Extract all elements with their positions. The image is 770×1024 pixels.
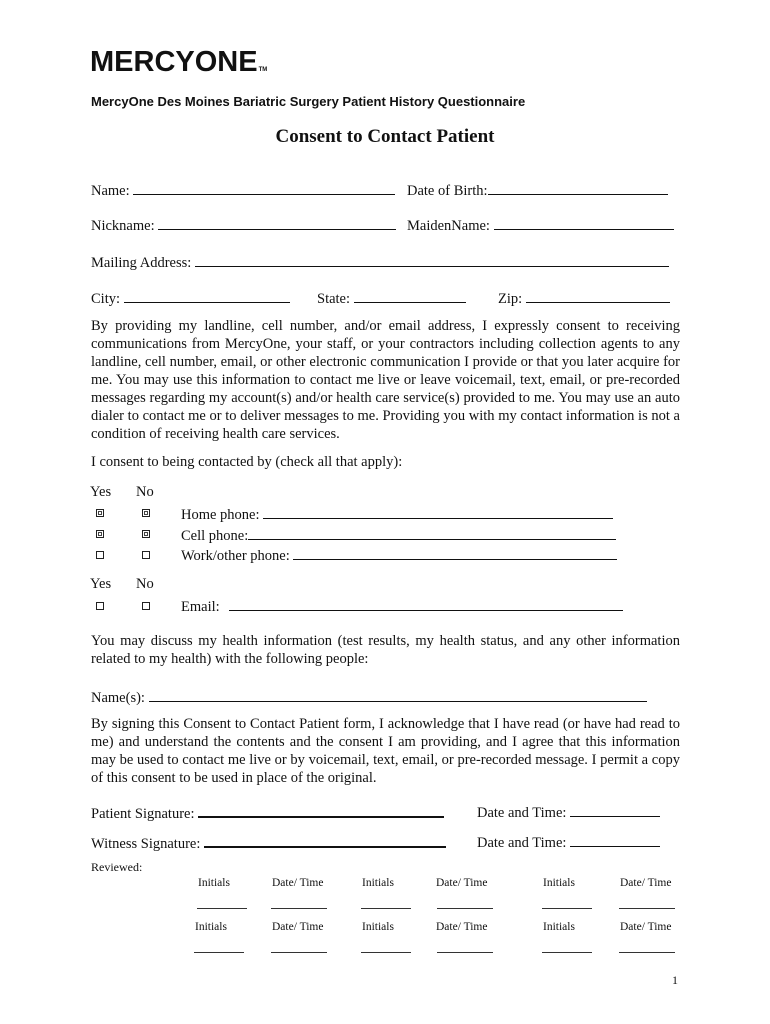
- witness-signature-field[interactable]: [91, 832, 446, 853]
- witness-date-time-line[interactable]: [570, 832, 660, 847]
- cell-phone-label: Cell phone:: [181, 528, 249, 544]
- work-phone-yes-checkbox[interactable]: [96, 551, 104, 559]
- review-date-time-line[interactable]: [271, 898, 327, 909]
- patient-signature-line[interactable]: [198, 802, 444, 818]
- maiden-name-label: MaidenName:: [407, 218, 490, 234]
- review-initials-line[interactable]: [542, 898, 592, 909]
- maiden-name-line[interactable]: [494, 215, 674, 230]
- address-field[interactable]: [91, 252, 669, 272]
- work-phone-field[interactable]: [181, 545, 617, 565]
- address-line[interactable]: [195, 252, 669, 267]
- email-no-header: No: [136, 576, 154, 592]
- questionnaire-subtitle: MercyOne Des Moines Bariatric Surgery Patient History Questionnaire: [91, 94, 526, 109]
- home-phone-yes-checkbox[interactable]: [96, 509, 104, 517]
- review-date-time-line[interactable]: [437, 942, 493, 953]
- patient-date-time-line[interactable]: [570, 802, 660, 817]
- email-yes-header: Yes: [90, 576, 112, 592]
- zip-field[interactable]: [498, 288, 670, 308]
- consent-paragraph: By providing my landline, cell number, and/or email address, I expressly consent to receiving communications from MercyOne, your staff, or your contractors including collection agents to any landline, cell number, email, or other electronic communication I provide or that you later acquire for me. You may use this information to contact me live or leave voicemail, text, email, or pre-recorded messages regarding my account(s) and/or health care service(s) provided to me. You may use an auto dialer to contact me or to deliver messages to me. Providing you with my contact information is not a condition of receiving health care services.: [91, 318, 680, 442]
- patient-date-time-field[interactable]: [477, 802, 660, 822]
- maiden-name-field[interactable]: [407, 215, 674, 235]
- mercyone-logo: MERCYONETM: [90, 46, 268, 78]
- review-initials-label: Initials: [198, 877, 230, 889]
- review-initials-label: Initials: [543, 877, 575, 889]
- witness-date-time-label: Date and Time:: [477, 835, 567, 851]
- email-label: Email:: [181, 599, 220, 615]
- patient-date-time-label: Date and Time:: [477, 805, 567, 821]
- yes-header: Yes: [90, 484, 112, 500]
- city-label: City:: [91, 291, 121, 307]
- review-date-time-label: Date/ Time: [272, 877, 324, 889]
- name-field[interactable]: [91, 180, 395, 200]
- dob-label: Date of Birth:: [407, 183, 488, 199]
- review-initials-line[interactable]: [542, 942, 592, 953]
- address-label: Mailing Address:: [91, 255, 192, 271]
- review-date-time-label: Date/ Time: [620, 877, 672, 889]
- cell-phone-no-checkbox[interactable]: [142, 530, 150, 538]
- review-date-time-line[interactable]: [619, 942, 675, 953]
- review-date-time-label: Date/ Time: [272, 921, 324, 933]
- zip-line[interactable]: [526, 288, 670, 303]
- names-field[interactable]: [91, 687, 647, 707]
- state-line[interactable]: [354, 288, 466, 303]
- name-line[interactable]: [133, 180, 395, 195]
- review-date-time-label: Date/ Time: [620, 921, 672, 933]
- dob-field[interactable]: [407, 180, 668, 200]
- city-field[interactable]: [91, 288, 290, 308]
- health-info-paragraph: You may discuss my health information (test results, my health status, and any other information related to my health) with the following people:: [91, 633, 680, 667]
- review-date-time-label: Date/ Time: [436, 921, 488, 933]
- nickname-field[interactable]: [91, 215, 396, 235]
- nickname-label: Nickname:: [91, 218, 155, 234]
- review-initials-label: Initials: [362, 921, 394, 933]
- review-initials-line[interactable]: [361, 898, 411, 909]
- witness-date-time-field[interactable]: [477, 832, 660, 852]
- work-phone-no-checkbox[interactable]: [142, 551, 150, 559]
- home-phone-field[interactable]: [181, 504, 613, 524]
- review-initials-line[interactable]: [194, 942, 244, 953]
- review-initials-label: Initials: [195, 921, 227, 933]
- review-date-time-line[interactable]: [271, 942, 327, 953]
- home-phone-no-checkbox[interactable]: [142, 509, 150, 517]
- work-phone-line[interactable]: [293, 545, 617, 560]
- witness-signature-line[interactable]: [204, 832, 446, 848]
- cell-phone-line[interactable]: [248, 525, 616, 540]
- work-phone-label: Work/other phone:: [181, 548, 290, 564]
- page-title: Consent to Contact Patient: [275, 126, 495, 147]
- state-label: State:: [317, 291, 351, 307]
- page-number: 1: [672, 973, 678, 987]
- consent-prompt: I consent to being contacted by (check all that apply):: [91, 454, 403, 470]
- review-initials-line[interactable]: [197, 898, 247, 909]
- zip-label: Zip:: [498, 291, 523, 307]
- email-yes-checkbox[interactable]: [96, 602, 104, 610]
- reviewed-label: Reviewed:: [91, 860, 143, 874]
- home-phone-label: Home phone:: [181, 507, 260, 523]
- signing-paragraph: By signing this Consent to Contact Patient form, I acknowledge that I have read (or have had read to me) and understand the contents and the consent I am providing, and I agree that this information may be used to contact me live or by voicemail, text, email, or pre-recorded message. I permit a copy of this consent to be used in place of the original.: [91, 716, 680, 786]
- review-date-time-line[interactable]: [437, 898, 493, 909]
- review-initials-line[interactable]: [361, 942, 411, 953]
- email-no-checkbox[interactable]: [142, 602, 150, 610]
- cell-phone-field[interactable]: [181, 525, 616, 545]
- nickname-line[interactable]: [158, 215, 396, 230]
- no-header: No: [136, 484, 154, 500]
- review-date-time-label: Date/ Time: [436, 877, 488, 889]
- city-line[interactable]: [124, 288, 290, 303]
- patient-signature-label: Patient Signature:: [91, 806, 195, 822]
- names-label: Name(s):: [91, 690, 145, 706]
- patient-signature-field[interactable]: [91, 802, 444, 823]
- email-field[interactable]: [181, 596, 623, 616]
- state-field[interactable]: [317, 288, 466, 308]
- home-phone-line[interactable]: [263, 504, 613, 519]
- dob-line[interactable]: [488, 180, 668, 195]
- names-line[interactable]: [149, 687, 647, 702]
- cell-phone-yes-checkbox[interactable]: [96, 530, 104, 538]
- witness-signature-label: Witness Signature:: [91, 836, 201, 852]
- review-date-time-line[interactable]: [619, 898, 675, 909]
- review-initials-label: Initials: [543, 921, 575, 933]
- review-initials-label: Initials: [362, 877, 394, 889]
- name-label: Name:: [91, 183, 130, 199]
- email-line[interactable]: [229, 596, 623, 611]
